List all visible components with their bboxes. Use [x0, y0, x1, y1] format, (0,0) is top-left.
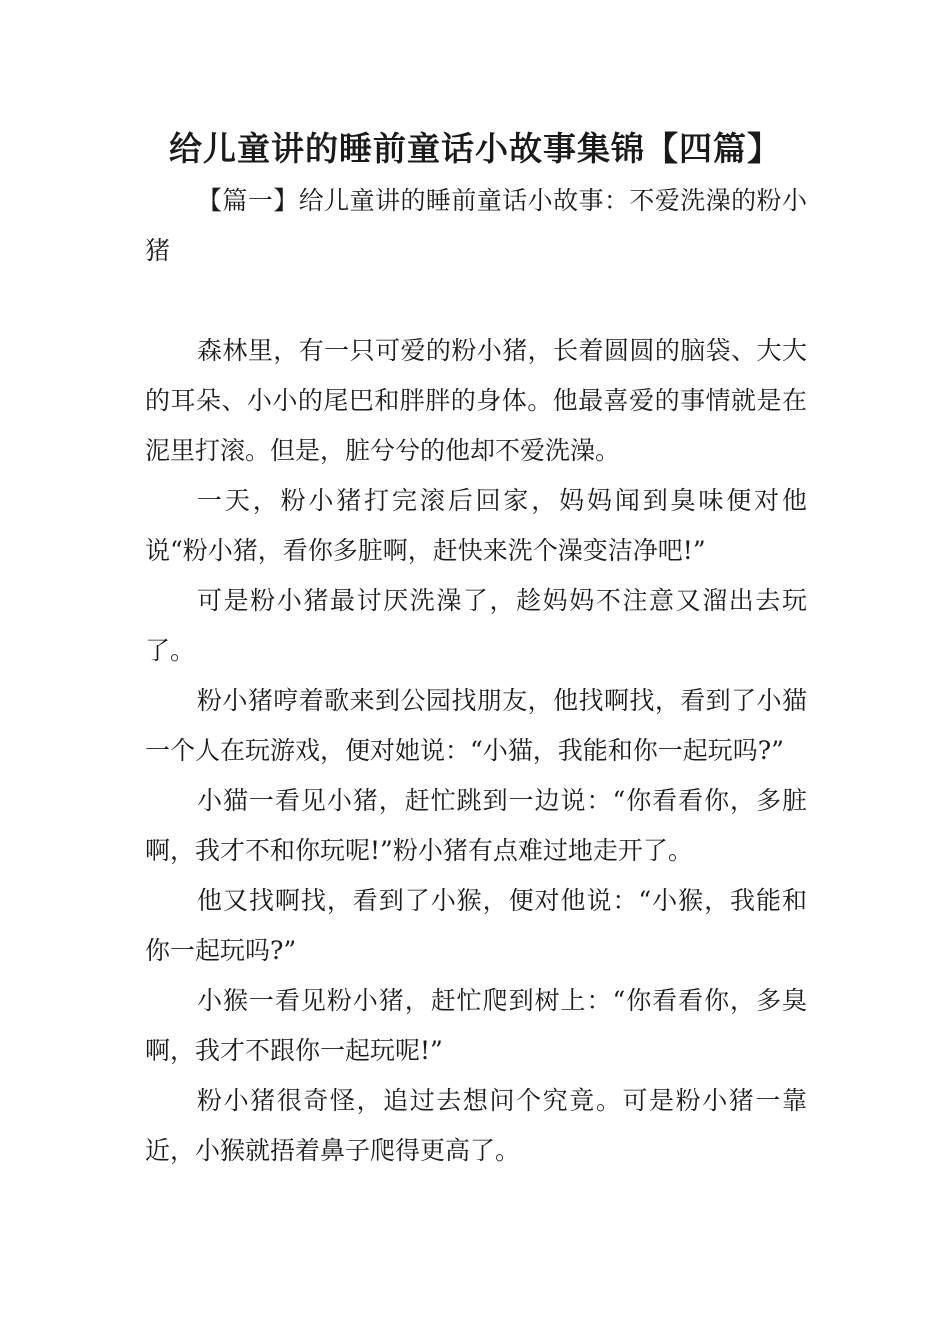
document-title: 给儿童讲的睡前童话小故事集锦【四篇】 — [169, 129, 781, 168]
paragraph: 森林里，有一只可爱的粉小猪，长着圆圆的脑袋、大大的耳朵、小小的尾巴和胖胖的身体。他最喜爱的事情就是在泥里打滚。但是，脏兮兮的他却不爱洗澡。 — [145, 336, 807, 465]
paragraph: 粉小猪很奇怪，追过去想问个究竟。可是粉小猪一靠近，小猴就捂着鼻子爬得更高了。 — [145, 1086, 807, 1165]
paragraph: 可是粉小猪最讨厌洗澡了，趁妈妈不注意又溜出去玩了。 — [145, 586, 807, 665]
paragraph: 小猴一看见粉小猪，赶忙爬到树上：“你看看你，多臭啊，我才不跟你一起玩呢!” — [145, 986, 807, 1065]
paragraph: 粉小猪哼着歌来到公园找朋友，他找啊找，看到了小猫一个人在玩游戏，便对她说：“小猫，我能和你一起玩吗?” — [145, 686, 807, 765]
section-subtitle: 【篇一】给儿童讲的睡前童话小故事：不爱洗澡的粉小猪 — [145, 186, 807, 265]
paragraph: 小猫一看见小猪，赶忙跳到一边说：“你看看你，多脏啊，我才不和你玩呢!”粉小猪有点难过地走开了。 — [145, 786, 807, 865]
document-body — [145, 176, 807, 1176]
paragraph: 他又找啊找，看到了小猴，便对他说：“小猴，我能和你一起玩吗?” — [145, 886, 807, 965]
paragraph: 一天，粉小猪打完滚后回家，妈妈闻到臭味便对他说“粉小猪，看你多脏啊，赶快来洗个澡变洁净吧!” — [145, 486, 807, 565]
